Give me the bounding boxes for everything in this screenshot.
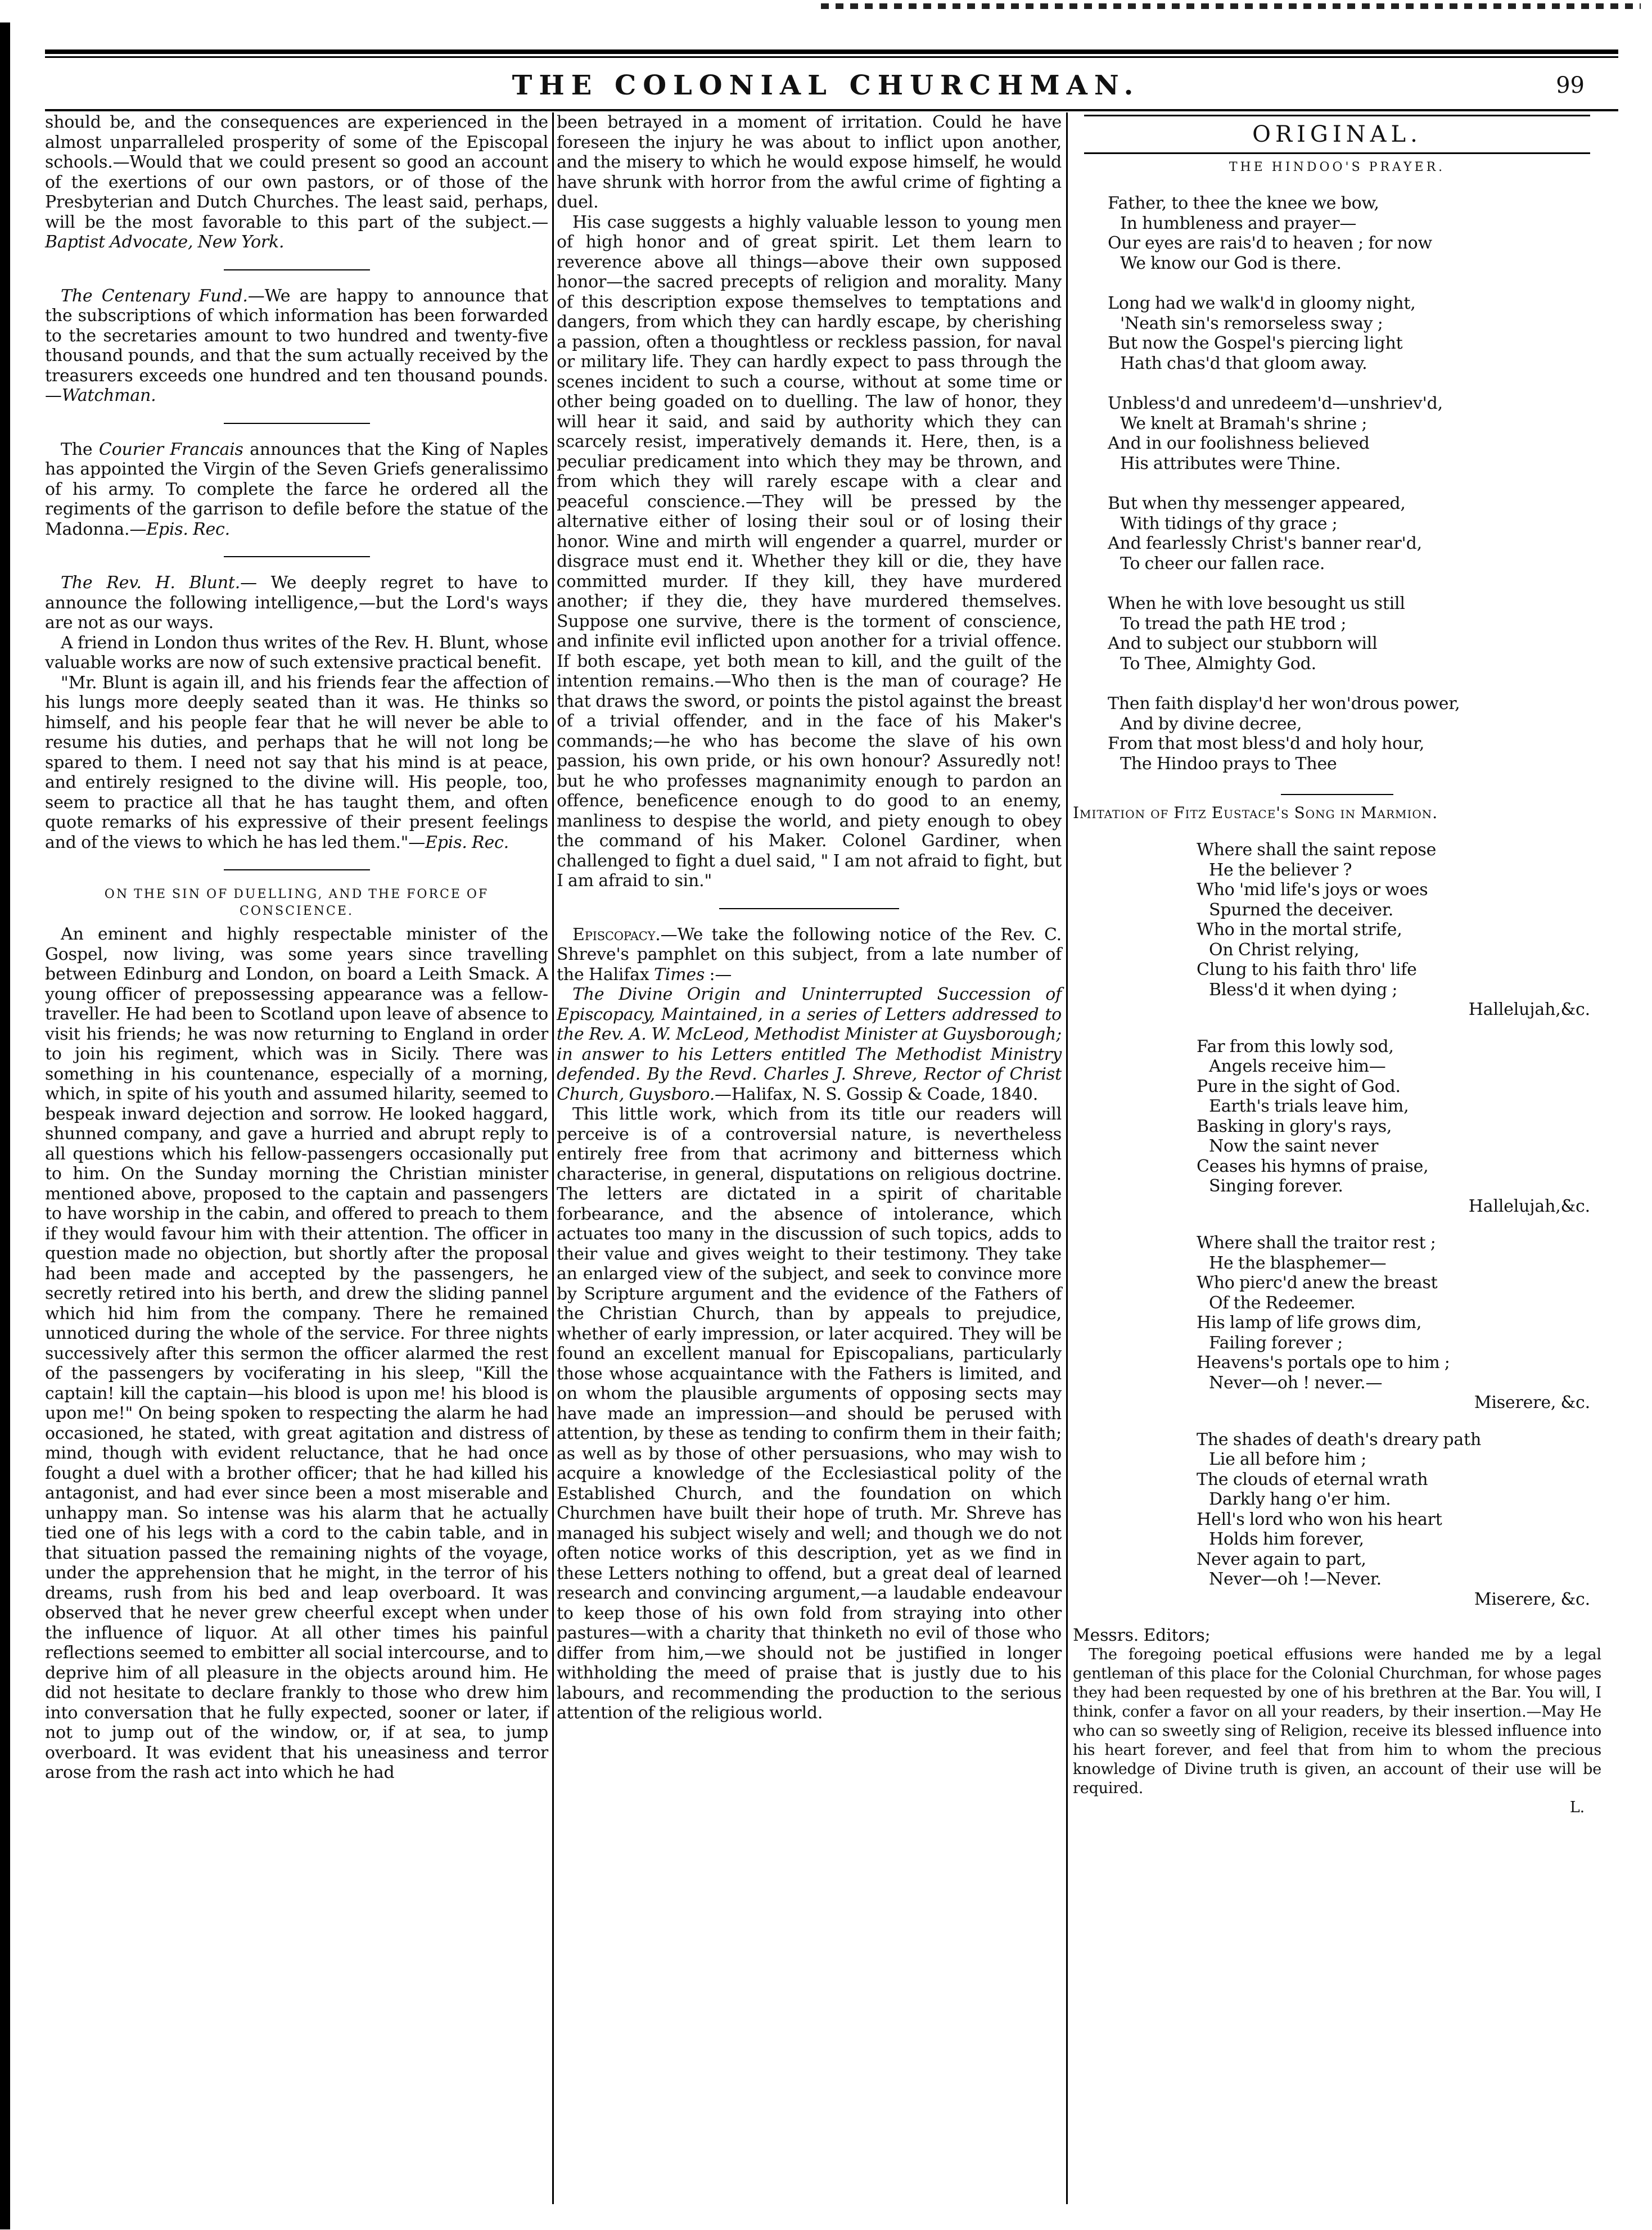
letter-signature: L. <box>1569 1799 1585 1816</box>
masthead <box>45 63 1607 108</box>
poem-line: Darkly hang o'er him. <box>1209 1489 1391 1509</box>
poem-line: He the blasphemer— <box>1209 1253 1387 1273</box>
poem-line: In humbleness and prayer— <box>1120 213 1357 233</box>
poem-line: And to subject our stubborn will <box>1108 634 1378 653</box>
poem-refrain: Miserere, &c. <box>1474 1393 1590 1412</box>
poem-line: Never—oh ! never.— <box>1209 1373 1383 1393</box>
poem-line: The clouds of eternal wrath <box>1197 1469 1428 1489</box>
poem-imitation <box>1197 840 1601 1609</box>
poem-line: Basking in glory's rays, <box>1197 1116 1392 1136</box>
article-courier-francais: The Courier Francais announces that the King of Naples has appointed the Virgin of the Seven Griefs generalissimo of his army. To complete the farce he ordered all the regiments of the garrison to defile before the statue of the Madonna.—Epis. Rec. <box>45 439 548 539</box>
poem-line: Hath chas'd that gloom away. <box>1120 353 1367 373</box>
original-rule-bottom <box>1084 152 1590 154</box>
poem-line: To cheer our fallen race. <box>1120 553 1325 574</box>
header-rule-thin <box>45 56 1618 58</box>
poem-line: We know our God is there. <box>1120 253 1342 273</box>
poem-line: Who in the mortal strife, <box>1197 920 1402 940</box>
article-separator <box>224 556 370 557</box>
poem-line: Hell's lord who won his heart <box>1197 1509 1442 1529</box>
poem-line: From that most bless'd and holy hour, <box>1108 734 1425 753</box>
poem-separator <box>1281 794 1393 795</box>
poem-line: Our eyes are rais'd to heaven ; for now <box>1108 233 1433 253</box>
binding-shadow <box>0 22 10 2229</box>
poem-line: The shades of death's dreary path <box>1197 1429 1482 1450</box>
duelling-article-p1: An eminent and highly respectable minister of the Gospel, now living, was some years since travelling between Edinburg and London, on board a Leith Smack. A young officer of prepossessing appearance was a fellow-traveller. He had been to Scotland upon leave of absence to visit his friends; he was now returning to England in order to join his regiment, which was in Sicily. There was something in his countenance, especially of a morning, which, in spite of his youth and assumed hilarity, seemed to bespeak inward dejection and sorrow. He looked haggard, shunned company, and gave a hurried and abrupt reply to all questions which his fellow-passengers occasionally put to him. On the Sunday morning the Christian minister mentioned above, proposed to the captain and passengers to have worship in the cabin, and offered to preach to them if they would favour him with their attention. The officer in question made no objection, but shortly after the proposal had been made and accepted by the passengers, he secretly retired into his berth, and drew the sliding pannel which hid him from the company. There he remained unnoticed during the whole of the service. For three nights successively after this sermon the officer alarmed the rest of the passengers by vociferating in his sleep, "Kill the captain! kill the captain—his blood is upon me! his blood is upon me!" On being spoken to respecting the alarm he had occasioned, he stated, with great agitation and distress of mind, though with evident reluctance, that he had once fought a duel with a brother officer; that he had killed his antagonist, and had ever since been a most miserable and unhappy man. So intense was his alarm that he actually tied one of his legs with a cord to the cabin table, and in that situation passed the remaining nights of the voyage, under the apprehension that he might, in the terror of his dreams, rush from his bed and leap overboard. It was observed that he never grew cheerful except when under the influence of liquor. At all other times his painful reflections seemed to embitter all social intercourse, and to deprive him of all pleasure in the objects around him. He did not hesitate to declare frankly to those who drew him into conversation that he fully expected, sooner or later, if not to jump out of the window, or, if at sea, to jump overboard. It was evident that his uneasiness and terror arose from the rash act into which he had <box>45 924 548 1782</box>
poem-line: Holds him forever, <box>1209 1529 1364 1549</box>
poem-line: Ceases his hymns of praise, <box>1197 1156 1429 1176</box>
poem-line: Where shall the traitor rest ; <box>1197 1233 1436 1253</box>
poem-imitation-title: Imitation of Fitz Eustace's Song in Marmion. <box>1073 803 1438 822</box>
poem-stanza <box>1108 394 1601 473</box>
poem-stanza <box>1197 1037 1601 1217</box>
article-separator <box>224 869 370 870</box>
article-rev-blunt: The Rev. H. Blunt.— We deeply regret to have to announce the following intelligence,—but the Lord's ways are not as our ways. <box>45 573 548 633</box>
original-rule-top <box>1084 115 1590 116</box>
poem-line: Never—oh !—Never. <box>1209 1569 1382 1589</box>
article-separator <box>224 423 370 424</box>
poem-line: He the believer ? <box>1209 860 1352 880</box>
poem-line: Then faith display'd her won'drous power, <box>1108 694 1460 714</box>
section-original-heading: ORIGINAL. <box>1252 121 1422 147</box>
poem-line: And by divine decree, <box>1120 714 1302 734</box>
episcopacy-review: This little work, which from its title our readers will perceive is of a controversial nature, is nevertheless entirely free from that acrimony and bitterness which characterise, in general, disputations on religious doctrine. The letters are dictated in a spirit of charitable forbearance, and the absence of intolerance, which actuates too many in the discussion of such topics, adds to their value and gives weight to their testimony. They take an enlarged view of the subject, and seek to convince more by Scripture argument and the evidence of the Fathers of the Christian Church, than by appeals to prejudice, whether of early impression, or later acquired. They will be found an excellent manual for Episcopalians, particularly those whose acquaintance with the Fathers is limited, and on whom the plausible arguments of opposing sects may have made an impression—and should be perused with attention, by these as tending to confirm them in their faith; as well as by those of other persuasions, who may wish to acquire a knowledge of the Ecclesiastical polity of the Established Church, and the foundation on which Churchmen have built their hope of truth. Mr. Shreve has managed his subject wisely and well; and though we do not often notice works of this description, yet as we find in these Letters nothing to offend, but a great deal of learned research and convincing argument,—a laudable endeavour to keep those of his own fold from straying into other pastures—with a charity that thinketh no evil of those who differ from him,—we should not be justified in longer withholding the meed of praise that is justly due to his labours, and recommending the production to the serious attention of the religious world. <box>557 1104 1062 1723</box>
duelling-article-p3: His case suggests a highly valuable lesson to young men of high honor and of great spirit. Let them learn to reverence above all things—above their own supposed honor—the sacred precepts of religion and morality. Many of this description expose themselves to temptations and dangers, from which they can hardly escape, by cherishing a passion, often a thoughtless or reckless passion, for naval or military life. They can hardly expect to pass through the scenes incident to such a course, without at some time or other being goaded on to duelling. The law of honor, they will hear it said, and said by authority which they can scarcely resist, imperatively demands it. Here, then, is a peculiar predicament into which they may be thrown, and from which they will rarely escape with a clear and peaceful conscience.—They will be pressed by the alternative either of losing their soul or of losing their honor. Wine and mirth will engender a quarrel, murder or disgrace must end it. Whether they kill or die, they have committed murder. If they kill, they have murdered another; if they die, they have murdered themselves. Suppose one survive, there is the torment of conscience, and infinite evil inflicted upon another for a trivial offence. If both escape, yet both mean to kill, and the guilt of the intention remains.—Who then is the man of courage? He that draws the sword, or points the pistol against the breast of a trivial offender, and in the face of his Maker's commands;—he who has become the slave of his own passion, his own pride, or his own honour? Assuredly not! but he who professes magnanimity enough to pardon an offence, beneficence enough to do good to an enemy, manliness to despise the world, and piety enough to obey the command of his Maker. Colonel Gardiner, when challenged to fight a duel said, " I am not afraid to fight, but I am afraid to sin." <box>557 212 1062 891</box>
poem-line: Far from this lowly sod, <box>1197 1036 1394 1057</box>
poem-stanza <box>1197 1233 1601 1413</box>
poem-line: Lie all before him ; <box>1209 1450 1367 1469</box>
article-rev-blunt-p2: A friend in London thus writes of the Rev. H. Blunt, whose valuable works are now of such extensive practical benefit. <box>45 633 548 672</box>
poem-line: Father, to thee the knee we bow, <box>1108 193 1379 213</box>
poem-line: Bless'd it when dying ; <box>1209 979 1398 1000</box>
column-1 <box>45 112 548 1783</box>
poem-line: Never again to part, <box>1197 1549 1366 1569</box>
poem-line: To Thee, Almighty God. <box>1120 653 1316 674</box>
poem-line: Failing forever ; <box>1209 1333 1343 1353</box>
poem-line: His attributes were Thine. <box>1120 453 1341 473</box>
header-rule-thick <box>45 49 1618 54</box>
poem-hindoos-prayer <box>1108 193 1601 774</box>
article-separator <box>719 908 899 909</box>
poem-refrain: Miserere, &c. <box>1474 1589 1590 1609</box>
masthead-rule <box>45 109 1618 111</box>
poem-line: The Hindoo prays to Thee <box>1120 753 1337 774</box>
editors-letter <box>1073 1626 1601 1817</box>
poem-line: Angels receive him— <box>1209 1057 1386 1076</box>
poem-stanza <box>1108 694 1601 774</box>
column-2 <box>557 112 1062 1723</box>
poem-line: On Christ relying, <box>1209 940 1360 960</box>
poem-line: Where shall the saint repose <box>1197 840 1437 860</box>
letter-body: The foregoing poetical effusions were handed me by a legal gentleman of this place for the Colonial Churchman, for whose pages they had been requested by one of his brethren at the Bar. You will, I think, confer a favor on all your readers, by their insertion.—May He who can so sweetly sing of Religion, receive its blessed influence into his heart forever, and feel that from him to whom the precious knowledge of Divine truth is given, an account of their use will be required. <box>1073 1646 1601 1797</box>
poem-line: Long had we walk'd in gloomy night, <box>1108 294 1416 313</box>
poem-line: And in our foolishness believed <box>1108 434 1370 453</box>
duelling-heading: ON THE SIN OF DUELLING, AND THE FORCE OF CONSCIENCE. <box>104 887 489 918</box>
letter-salutation: Messrs. Editors; <box>1073 1626 1211 1645</box>
poem-line: Of the Redeemer. <box>1209 1293 1356 1313</box>
poem-line: Who 'mid life's joys or woes <box>1197 880 1428 900</box>
page-number: 99 <box>1556 73 1585 98</box>
poem-line: When he with love besought us still <box>1108 594 1405 613</box>
poem-stanza <box>1197 840 1601 1020</box>
poem-line: We knelt at Bramah's shrine ; <box>1120 413 1367 434</box>
poem-line: Unbless'd and unredeem'd—unshriev'd, <box>1108 394 1443 413</box>
article-baptist-advocate: should be, and the consequences are experienced in the almost unparralleled prosperity of some of the Episcopal schools.—Would that we could present so good an account of the exertions of our own pastors, or of those of the Presbyterian and Dutch Churches. The least said, perhaps, will be the most favorable to this part of the subject.—Baptist Advocate, New York. <box>45 112 548 252</box>
poem-line: To tread the path HE trod ; <box>1120 613 1347 634</box>
article-centenary-fund: The Centenary Fund.—We are happy to announce that the subscriptions of which information has been forwarded to the secretaries amount to two hundred and twenty-five thousand pounds, and that the sum actually received by the treasurers exceeds one hundred and ten thousand pounds.—Watchman. <box>45 286 549 405</box>
poem-line: Now the saint never <box>1209 1136 1379 1156</box>
poem-line: Earth's trials leave him, <box>1209 1096 1409 1116</box>
poem-line: 'Neath sin's remorseless sway ; <box>1120 313 1383 333</box>
poem-line: With tidings of thy grace ; <box>1120 513 1338 534</box>
poem-line: Who pierc'd anew the breast <box>1197 1273 1438 1293</box>
poem-stanza <box>1197 1430 1601 1610</box>
poem-hindoo-title: THE HINDOO'S PRAYER. <box>1229 160 1446 174</box>
poem-line: Heavens's portals ope to him ; <box>1197 1353 1450 1373</box>
poem-line: And fearlessly Christ's banner rear'd, <box>1108 534 1422 553</box>
poem-line: Singing forever. <box>1209 1176 1343 1196</box>
poem-line: Pure in the sight of God. <box>1197 1076 1401 1096</box>
poem-stanza <box>1108 193 1601 273</box>
poem-stanza <box>1108 294 1601 373</box>
poem-line: But now the Gospel's piercing light <box>1108 333 1403 353</box>
episcopacy-intro: Episcopacy.—We take the following notice of the Rev. C. Shreve's pamphlet on this subject, from a late number of the Halifax Times :— <box>557 924 1062 985</box>
article-separator <box>224 269 370 270</box>
column-divider-1 <box>552 112 554 2204</box>
episcopacy-book-title: The Divine Origin and Uninterrupted Succession of Episcopacy, Maintained, in a series of Letters addressed to the Rev. A. W. McLeod, Methodist Minister at Guysborough; in answer to his Letters entitled The Methodist Ministry defended. By the Revd. Charles J. Shreve, Rector of Christ Church, Guysboro.—Halifax, N. S. Gossip & Coade, 1840. <box>557 985 1062 1104</box>
poem-refrain: Hallelujah,&c. <box>1468 1196 1590 1216</box>
poem-stanza <box>1108 494 1601 574</box>
poem-line: But when thy messenger appeared, <box>1108 494 1406 513</box>
poem-line: Clung to his faith thro' life <box>1197 960 1417 979</box>
poem-stanza <box>1108 594 1601 674</box>
top-dashed-border <box>821 3 1641 9</box>
column-divider-2 <box>1066 112 1068 2204</box>
duelling-article-p2: been betrayed in a moment of irritation. Could he have foreseen the injury he was about to inflict upon another, and the misery to which he would expose himself, he would have shrunk with horror from the awful crime of fighting a duel. <box>557 112 1062 212</box>
poem-line: Spurned the deceiver. <box>1209 900 1394 920</box>
newspaper-title: THE COLONIAL CHURCHMAN. <box>512 70 1140 101</box>
column-3 <box>1073 112 1601 1817</box>
poem-line: His lamp of life grows dim, <box>1197 1313 1422 1333</box>
poem-refrain: Hallelujah,&c. <box>1468 1000 1590 1019</box>
article-rev-blunt-quote: "Mr. Blunt is again ill, and his friends fear the affection of his lungs more deeply seated than it was. He thinks so himself, and his people fear that he will never be able to resume his duties, and perhaps that he will not long be spared to them. I need not say that his mind is at peace, and entirely resigned to the divine will. His people, too, seem to practice all that he has taught them, and often quote remarks of his expressive of their present feelings and of the views to which he has led them."—Epis. Rec. <box>45 672 548 852</box>
